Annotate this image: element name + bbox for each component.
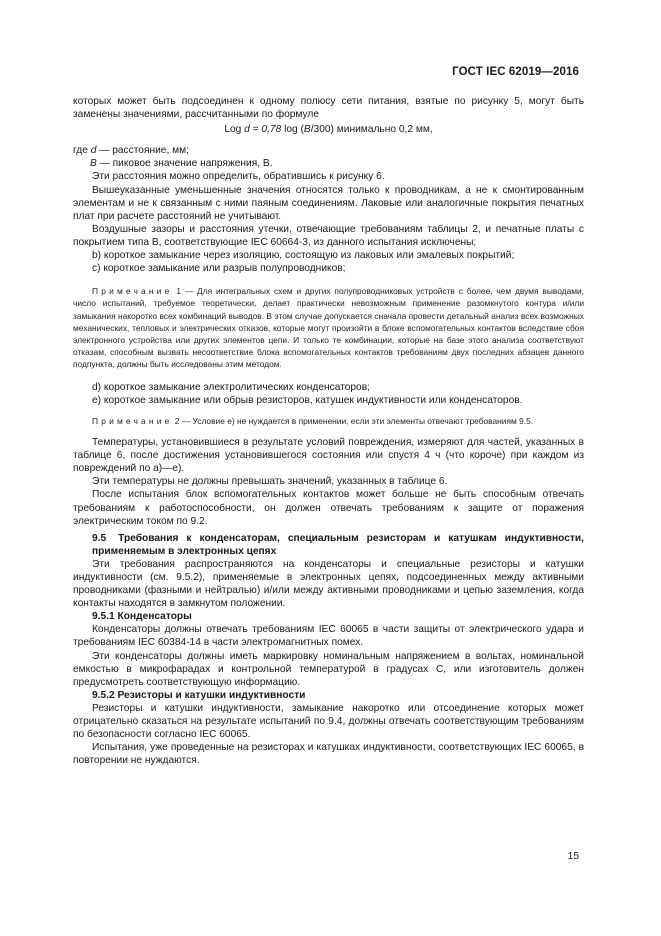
- section-heading-9-5: [73, 532, 584, 558]
- paragraph-continuation: которых может быть подсоединен к одному полюсу сети питания, взятые по рисунку 5, могут быть заменены значениями, рассчитанными по формуле: [73, 96, 584, 121]
- b-var: B: [90, 158, 97, 170]
- paragraph: Резисторы и катушки индуктивности, замыкание накоротко или отсоединение которых может отрицательно сказаться на результате испытаний по 9.4, должны отвечать соответствующим требованиям по безопасности согласно IEC 60065.: [73, 702, 584, 741]
- formula-b: B: [303, 124, 311, 136]
- section-title: Конденсаторы: [117, 611, 192, 623]
- formula-suffix: /300) минимально 0,2 мм,: [310, 124, 433, 136]
- list-item-c: c) короткое замыкание или разрыв полупроводников;: [92, 263, 346, 275]
- paragraph: Эти конденсаторы должны иметь маркировку номинальным напряжением в вольтах, номинальной емкостью в микрофарадах и контрольной температурой в градусах С, или изготовитель должен предусмотреть соответствующую информацию.: [73, 650, 584, 688]
- where-b: [73, 157, 584, 170]
- paragraph: Воздушные зазоры и расстояния утечки, отвечающие требованиям таблицы 2, и печатные платы с покрытием типа B, соответствующие IEC 60664-3, из данного испытания исключены;: [73, 223, 584, 248]
- note-label: Примечание: [92, 415, 173, 426]
- paragraph: Эти температуры не должны превышать значений, указанных в таблице 6.: [92, 476, 448, 488]
- section-title: Резисторы и катушки индуктивности: [117, 689, 306, 701]
- note-text: 2 — Условие e) не нуждается в применении, если эти элементы отвечают требованиям 9.5.: [172, 415, 534, 426]
- note-2: [73, 415, 584, 427]
- formula: [73, 123, 584, 136]
- section-number: 9.5.1: [92, 611, 115, 623]
- note-text: 1 — Для интегральных схем и других полупроводниковых устройств с более, чем двумя выводами, число испытаний, требуемое теоретически, делает практически невозможным применение разомкнутого контура и/или замыкания накоротко всех комбинаций выводов. В этом случае допускается сначала провести детальный анализ всех возможных механических, тепловых и электрических отказов, которые могут произойти в блоке вспомогательных контактов вследствие сбоя электронного устройства или других элементов цепи. И только те комбинации, которые на базе этого анализа соответствуют отказам, способным вызвать несоответствие блока вспомогательных контактов требованиям двух последних абзацев данного подпункта, должны быть исследованы этим методом.: [73, 286, 584, 370]
- where-d: [73, 144, 584, 157]
- paragraph: Температуры, установившиеся в результате условий повреждения, измеряют для частей, указанных в таблице 6, после достижения установившегося состояния или спустя 4 ч (что короче) при каждом из повреждений по а)—е).: [73, 437, 584, 475]
- note-label: Примечание: [92, 286, 173, 297]
- note-1: [73, 285, 584, 370]
- section-heading-9-5-2: [73, 689, 584, 702]
- document-header: ГОСТ IEC 62019—2016: [452, 66, 579, 78]
- formula-var: d = 0,78: [244, 124, 282, 136]
- formula-prefix: Log: [224, 124, 245, 136]
- where-var: d: [90, 145, 97, 157]
- formula-mid: log (: [281, 124, 304, 136]
- section-heading-9-5-1: [73, 610, 584, 623]
- page-content: [73, 95, 584, 767]
- where-prefix: где: [73, 145, 91, 157]
- b-text: — пиковое значение напряжения, В.: [96, 158, 273, 170]
- section-number: 9.5.2: [92, 689, 115, 701]
- paragraph: Испытания, уже проведенные на резисторах и катушках индуктивности, соответствующих IEC 60065, в повторении не нуждаются.: [73, 742, 584, 767]
- page-number: 15: [567, 851, 579, 862]
- paragraph: Конденсаторы должны отвечать требованиям IEC 60065 в части защиты от электрического удара и требованиям IEC 60384-14 в части электромагнитных помех.: [73, 624, 584, 649]
- paragraph: После испытания блок вспомогательных контактов может больше не быть способным отвечать требованиям к работоспособности, он должен отвечать требованиям к защите от поражения электрическим током по 9.2.: [73, 489, 584, 527]
- list-item-b: b) короткое замыкание через изоляцию, состоящую из лаковых или эмалевых покрытий;: [92, 250, 515, 262]
- list-item-e: e) короткое замыкание или обрыв резисторов, катушек индуктивности или конденсаторов.: [92, 394, 523, 406]
- section-number: 9.5: [92, 532, 107, 544]
- paragraph: Эти требования распространяются на конденсаторы и специальные резисторы и катушки индуктивности (см. 9.5.2), применяемые в электронных цепях, подсоединенных между активными проводниками (фазными и нейтралью) и/или между активными проводниками и цепью заземления, когда контакты находятся в замкнутом положении.: [73, 558, 584, 610]
- list-item-d: d) короткое замыкание электролитических конденсаторов;: [92, 381, 370, 393]
- section-title: Требования к конденсаторам, специальным резисторам и катушкам индуктивности, применяемым в электронных цепях: [92, 532, 584, 557]
- paragraph: Эти расстояния можно определить, обратившись к рисунку 6.: [92, 171, 385, 183]
- paragraph: Вышеуказанные уменьшенные значения относятся только к проводникам, а не к смонтированным элементам и не к связанным с ними паяным соединениям. Лаковые или аналогичные покрытия печатных плат при расчете расстояний не учитывают.: [73, 184, 584, 222]
- where-text: — расстояние, мм;: [96, 145, 189, 157]
